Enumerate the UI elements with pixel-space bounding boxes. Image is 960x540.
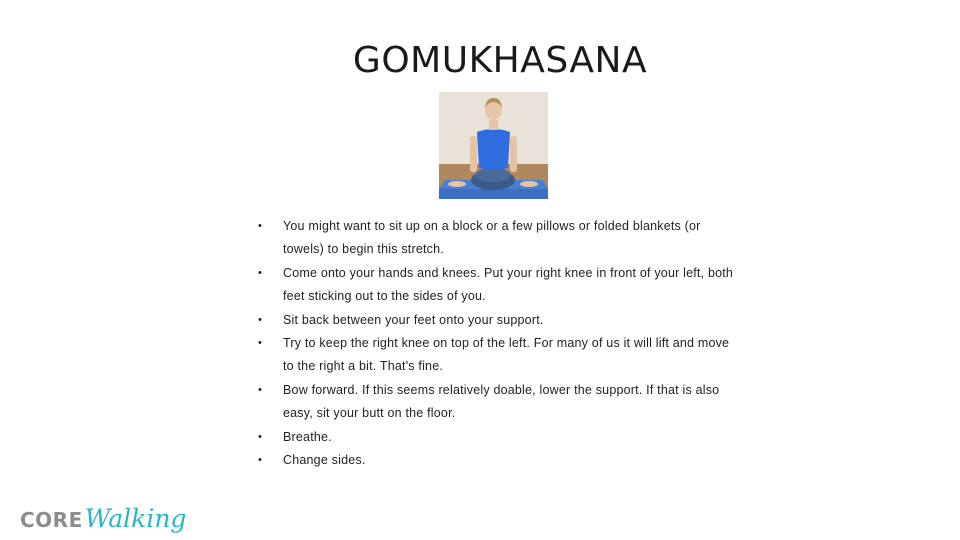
- bullet-icon: •: [258, 220, 263, 232]
- logo-core-text: CORE: [20, 508, 83, 532]
- list-item: [258, 449, 738, 472]
- list-item-text: Breathe.: [283, 429, 332, 444]
- list-item-text: Sit back between your feet onto your support.: [283, 312, 544, 327]
- corewalking-logo: [20, 504, 186, 534]
- bullet-icon: •: [258, 266, 263, 279]
- list-item: [258, 426, 738, 449]
- yoga-pose-photo: [439, 92, 548, 199]
- bullet-icon: •: [258, 383, 263, 396]
- bullet-icon: •: [258, 454, 263, 467]
- instructions-list: [258, 215, 738, 472]
- logo-walking-text: Walking: [84, 504, 187, 533]
- list-item: [258, 332, 738, 379]
- list-item-text: Come onto your hands and knees. Put your right knee in front of your left, both feet sticking out to the sides of you.: [283, 265, 734, 304]
- page-title: GOMUKHASANA: [352, 40, 648, 81]
- list-item-text: Bow forward. If this seems relatively doable, lower the support. If that is also easy, sit your butt on the floor.: [283, 382, 720, 421]
- list-item-text: Try to keep the right knee on top of the left. For many of us it will lift and move to the right a bit. That's fine.: [283, 336, 730, 374]
- list-item: [258, 309, 738, 332]
- list-item: [258, 379, 738, 426]
- bullet-icon: •: [258, 313, 263, 326]
- list-item: [258, 262, 738, 309]
- bullet-icon: •: [258, 430, 263, 443]
- list-item-text: You might want to sit up on a block or a few pillows or folded blankets (or towels) to begin this stretch.: [283, 219, 701, 257]
- list-item: [258, 215, 738, 262]
- bullet-icon: •: [258, 337, 263, 350]
- list-item-text: Change sides.: [283, 453, 366, 468]
